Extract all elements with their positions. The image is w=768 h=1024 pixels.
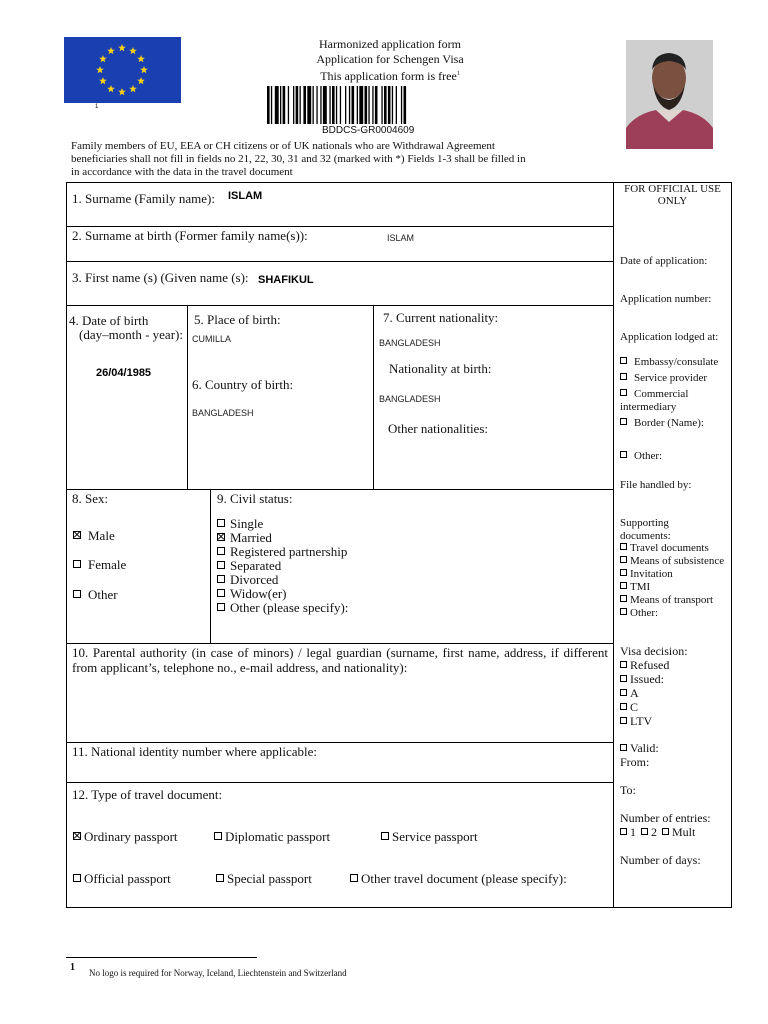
checkbox-icon[interactable] (214, 832, 222, 840)
nationality-at-birth-label: Nationality at birth: (389, 361, 492, 376)
doc-diplomatic-passport[interactable]: Diplomatic passport (214, 830, 330, 844)
visa-decision-block (620, 644, 688, 728)
checkbox-icon[interactable] (217, 519, 225, 527)
barcode-bar (320, 86, 321, 124)
civil-option-divorced[interactable]: Divorced (217, 573, 348, 587)
official-use-heading: FOR OFFICIAL USE ONLY (624, 183, 721, 207)
surname-label: 1. Surname (Family name): (72, 191, 215, 206)
family-notice (71, 140, 611, 179)
supporting-means-of-transport[interactable]: Means of transport (620, 594, 730, 607)
checkbox-icon[interactable] (620, 373, 627, 380)
surname-at-birth-value[interactable]: ISLAM (387, 233, 415, 243)
footnote-divider (66, 957, 257, 958)
barcode-bar (404, 86, 407, 124)
checkbox-icon[interactable] (620, 608, 627, 615)
decision-ltv[interactable]: LTV (620, 714, 688, 728)
title-line-3: This application form is free$^1$ (320, 69, 460, 83)
flag-footnote-mark: 1 (95, 104, 99, 110)
barcode-bar (357, 86, 358, 124)
barcode-bar (332, 86, 335, 124)
first-name-label: 3. First name (s) (Given name (s): (72, 270, 249, 285)
eu-star-icon (99, 55, 107, 62)
checkbox-icon[interactable] (620, 569, 627, 576)
country-of-birth-label: 6. Country of birth: (192, 377, 294, 392)
checkbox-icon[interactable] (641, 828, 648, 835)
doc-service-passport[interactable]: Service passport (381, 830, 478, 844)
place-of-birth-label: 5. Place of birth: (194, 312, 281, 327)
surname-at-birth-label: 2. Surname at birth (Former family name(s)): (72, 228, 308, 243)
valid-option[interactable]: Valid: (620, 741, 659, 755)
checkbox-checked-icon[interactable] (217, 533, 225, 541)
decision-issued[interactable]: Issued: (620, 672, 688, 686)
eu-star-icon (140, 66, 148, 73)
barcode-bar (345, 86, 346, 124)
national-id-label: 11. National identity number where applicable: (72, 744, 317, 759)
lodged-option-embassy[interactable]: Embassy/consulate (620, 356, 718, 369)
official-file-handled-by: File handled by: (620, 479, 692, 491)
supporting-means-of-subsistence[interactable]: Means of subsistence (620, 555, 730, 568)
supporting-invitation[interactable]: Invitation (620, 568, 730, 581)
notice-line-3: in accordance with the data in the travel document (71, 166, 293, 178)
barcode-bar (375, 86, 378, 124)
eu-star-icon (107, 47, 115, 54)
valid-from-label: From: (620, 755, 650, 769)
barcode-bar (388, 86, 391, 124)
decision-c[interactable]: C (620, 700, 688, 714)
civil-option-other[interactable]: Other (please specify): (217, 601, 348, 615)
checkbox-icon[interactable] (620, 689, 627, 696)
footnote-text: No logo is required for Norway, Iceland, Liechtenstein and Switzerland (89, 968, 347, 978)
barcode-bar (365, 86, 368, 124)
barcode-bar (396, 86, 397, 124)
barcode-bar (293, 86, 294, 124)
checkbox-icon[interactable] (620, 389, 627, 396)
visa-decision-label: Visa decision: (620, 644, 688, 658)
checkbox-icon[interactable] (620, 451, 627, 458)
barcode-bar (313, 86, 314, 124)
checkbox-icon[interactable] (73, 590, 81, 598)
entries-block (620, 811, 711, 839)
checkbox-icon[interactable] (620, 418, 627, 425)
doc-special-passport[interactable]: Special passport (216, 872, 312, 886)
barcode-bar (340, 86, 341, 124)
checkbox-icon[interactable] (620, 661, 627, 668)
decision-a[interactable]: A (620, 686, 688, 700)
date-of-birth-label: 4. Date of birth (day–month - year): (69, 313, 183, 342)
supporting-travel-documents[interactable]: Travel documents (620, 542, 730, 555)
barcode-bar (368, 86, 369, 124)
number-of-entries-label: Number of entries: (620, 811, 711, 825)
barcode-bar (288, 86, 289, 124)
barcode-bar (359, 86, 363, 124)
eu-stars-icon (64, 37, 181, 103)
sex-option-female[interactable]: Female (73, 558, 126, 572)
doc-other-travel-document[interactable]: Other travel document (please specify): (350, 872, 567, 886)
doc-official-passport[interactable]: Official passport (73, 872, 171, 886)
barcode-bar (283, 86, 286, 124)
validity-block (620, 741, 659, 769)
official-date-of-application: Date of application: (620, 255, 708, 267)
checkbox-icon[interactable] (620, 556, 627, 563)
travel-document-label: 12. Type of travel document: (72, 787, 223, 802)
surname-value[interactable]: ISLAM (228, 190, 263, 202)
person-photo-icon (626, 40, 713, 149)
barcode-bar (384, 86, 387, 124)
barcode-bar (303, 86, 306, 124)
checkbox-icon[interactable] (350, 874, 358, 882)
footnote-number: 1 (70, 962, 75, 973)
checkbox-icon[interactable] (216, 874, 224, 882)
barcode (267, 86, 461, 124)
country-of-birth-value[interactable]: BANGLADESH (192, 408, 254, 418)
civil-option-registered-partnership[interactable]: Registered partnership (217, 545, 348, 559)
checkbox-icon[interactable] (217, 547, 225, 555)
lodged-option-border[interactable]: Border (Name): (620, 417, 704, 430)
checkbox-icon[interactable] (620, 357, 627, 364)
nationality-at-birth-value[interactable]: BANGLADESH (379, 394, 441, 404)
current-nationality-value[interactable]: BANGLADESH (379, 338, 441, 348)
eu-flag-logo (64, 37, 181, 103)
checkbox-checked-icon[interactable] (73, 531, 81, 539)
civil-option-separated[interactable]: Separated (217, 559, 348, 573)
official-supporting-documents: Supporting documents: (620, 517, 671, 542)
form-title (280, 37, 500, 84)
barcode-icon (267, 86, 461, 124)
checkbox-icon[interactable] (620, 744, 627, 751)
entries-options: 1 2 Mult (620, 825, 711, 839)
eu-star-icon (129, 85, 137, 92)
notice-line-1: Family members of EU, EEA or CH citizens or of UK nationals who are Withdrawal Agreement (71, 140, 495, 152)
eu-star-icon (118, 88, 126, 95)
barcode-bar (349, 86, 350, 124)
checkbox-icon[interactable] (620, 543, 627, 550)
barcode-bar (401, 86, 402, 124)
eu-star-icon (96, 66, 104, 73)
eu-star-icon (137, 77, 145, 84)
sex-option-male[interactable]: Male (73, 529, 115, 543)
barcode-bar (300, 86, 301, 124)
civil-option-married[interactable]: Married (217, 531, 348, 545)
other-nationalities-label: Other nationalities: (388, 421, 489, 436)
civil-option-widower[interactable]: Widow(er) (217, 587, 348, 601)
checkbox-icon[interactable] (381, 832, 389, 840)
checkbox-icon[interactable] (217, 603, 225, 611)
decision-refused[interactable]: Refused (620, 658, 688, 672)
current-nationality-label: 7. Current nationality: (383, 310, 499, 325)
checkbox-icon[interactable] (217, 561, 225, 569)
checkbox-icon[interactable] (620, 595, 627, 602)
parental-authority-label: 10. Parental authority (in case of minors) / legal guardian (surname, first name, address, if different from applicant’s, telephone no., e-mail address, and nationality): (72, 645, 608, 675)
checkbox-icon[interactable] (217, 575, 225, 583)
supporting-tmi[interactable]: TMI (620, 581, 730, 594)
official-application-number: Application number: (620, 293, 712, 305)
date-of-birth-value[interactable]: 26/04/1985 (96, 367, 152, 379)
eu-star-icon (137, 55, 145, 62)
first-name-value[interactable]: SHAFIKUL (258, 274, 314, 286)
supporting-options (620, 542, 730, 620)
barcode-bar (352, 86, 355, 124)
lodged-option-other[interactable]: Other: (620, 450, 662, 463)
title-line-1: Harmonized application form (319, 37, 461, 51)
notice-line-2: beneficiaries shall not fill in fields no 21, 22, 30, 31 and 32 (marked with *) Fields 1-3 shall be filled in (71, 153, 526, 165)
sex-label: 8. Sex: (72, 491, 109, 506)
barcode-bar (392, 86, 393, 124)
barcode-bar (275, 86, 279, 124)
applicant-photo (626, 40, 713, 149)
checkbox-icon[interactable] (620, 703, 627, 710)
barcode-bar (316, 86, 317, 124)
place-of-birth-value[interactable]: CUMILLA (192, 334, 232, 344)
eu-star-icon (129, 47, 137, 54)
barcode-bar (267, 86, 270, 124)
checkbox-icon[interactable] (620, 675, 627, 682)
eu-star-icon (118, 44, 126, 51)
number-of-days-label: Number of days: (620, 853, 701, 867)
barcode-bar (280, 86, 281, 124)
checkbox-icon[interactable] (620, 828, 627, 835)
barcode-bar (372, 86, 373, 124)
checkbox-icon[interactable] (73, 560, 81, 568)
checkbox-checked-icon[interactable] (73, 832, 81, 840)
lodged-option-service-provider[interactable]: Service provider (620, 372, 707, 385)
checkbox-icon[interactable] (217, 589, 225, 597)
checkbox-icon[interactable] (73, 874, 81, 882)
barcode-bar (336, 86, 337, 124)
barcode-bar (329, 86, 330, 124)
lodged-option-commercial[interactable]: Commercial intermediary (620, 388, 689, 413)
barcode-bar (296, 86, 299, 124)
civil-status-label: 9. Civil status: (217, 491, 293, 506)
civil-status-options (217, 517, 348, 615)
sex-option-other[interactable]: Other (73, 588, 118, 602)
eu-star-icon (99, 77, 107, 84)
civil-option-single[interactable]: Single (217, 517, 348, 531)
barcode-bar (307, 86, 311, 124)
valid-to-label: To: (620, 783, 636, 797)
title-line-2: Application for Schengen Visa (316, 52, 464, 66)
barcode-text: BDDCS-GR0004609 (322, 125, 415, 136)
barcode-bar (271, 86, 272, 124)
barcode-bar (323, 86, 327, 124)
supporting-other[interactable]: Other: (620, 607, 730, 620)
doc-ordinary-passport[interactable]: Ordinary passport (73, 830, 178, 844)
checkbox-icon[interactable] (620, 717, 627, 724)
official-lodged-at: Application lodged at: (620, 331, 719, 343)
eu-star-icon (107, 85, 115, 92)
barcode-bar (381, 86, 382, 124)
checkbox-icon[interactable] (662, 828, 669, 835)
checkbox-icon[interactable] (620, 582, 627, 589)
